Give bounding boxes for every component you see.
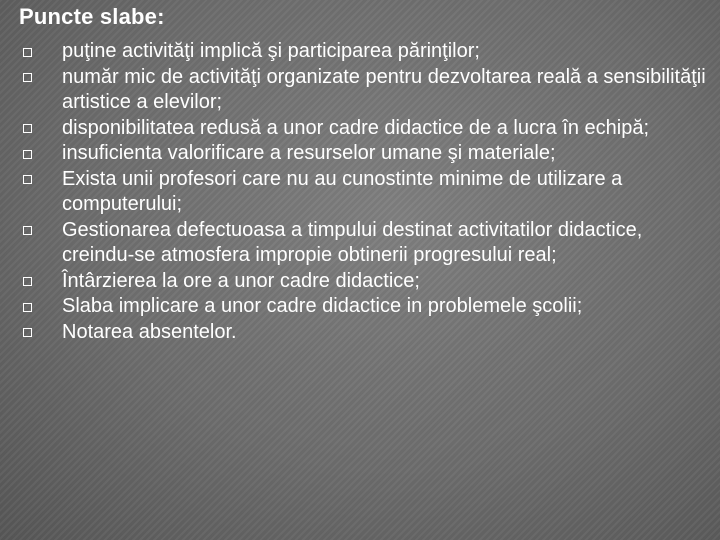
hollow-square-icon <box>23 277 32 286</box>
list-item-text: insuficienta valorificare a resurselor umane şi materiale; <box>62 142 556 164</box>
list-item <box>22 269 718 295</box>
slide-title: Puncte slabe: <box>19 4 165 29</box>
list-item-text: Notarea absentelor. <box>62 320 237 343</box>
list-item <box>22 141 718 167</box>
list-item-text: Exista unii profesori care nu au cunostinte minime de utilizare a computerului; <box>62 167 623 215</box>
list-item <box>22 218 718 269</box>
list-item-text: disponibilitatea redusă a unor cadre didactice de a lucra în echipă; <box>62 116 650 139</box>
hollow-square-icon <box>23 328 32 337</box>
list-item <box>22 39 718 65</box>
list-item <box>22 294 718 320</box>
list-item-text: Întârzierea la ore a unor cadre didactice; <box>62 269 420 292</box>
list-item <box>22 65 718 116</box>
bullet-list <box>22 39 718 345</box>
hollow-square-icon <box>23 226 32 235</box>
list-item-text: Gestionarea defectuoasa a timpului destinat activitatilor didactice, creindu-se atmosfera impropie obtinerii progresului real; <box>62 218 643 266</box>
hollow-square-icon <box>23 150 32 159</box>
list-item <box>22 116 718 142</box>
hollow-square-icon <box>23 175 32 184</box>
hollow-square-icon <box>23 124 32 133</box>
hollow-square-icon <box>23 73 32 82</box>
list-item-text: puţine activităţi implică şi participarea părinţilor; <box>62 40 480 62</box>
list-item <box>22 167 718 218</box>
hollow-square-icon <box>23 48 32 57</box>
list-item-text: Slaba implicare a unor cadre didactice in problemele şcolii; <box>62 295 583 317</box>
list-item <box>22 320 718 346</box>
list-item-text: număr mic de activităţi organizate pentru dezvoltarea reală a sensibilităţii artistice a elevilor; <box>62 65 706 113</box>
hollow-square-icon <box>23 303 32 312</box>
